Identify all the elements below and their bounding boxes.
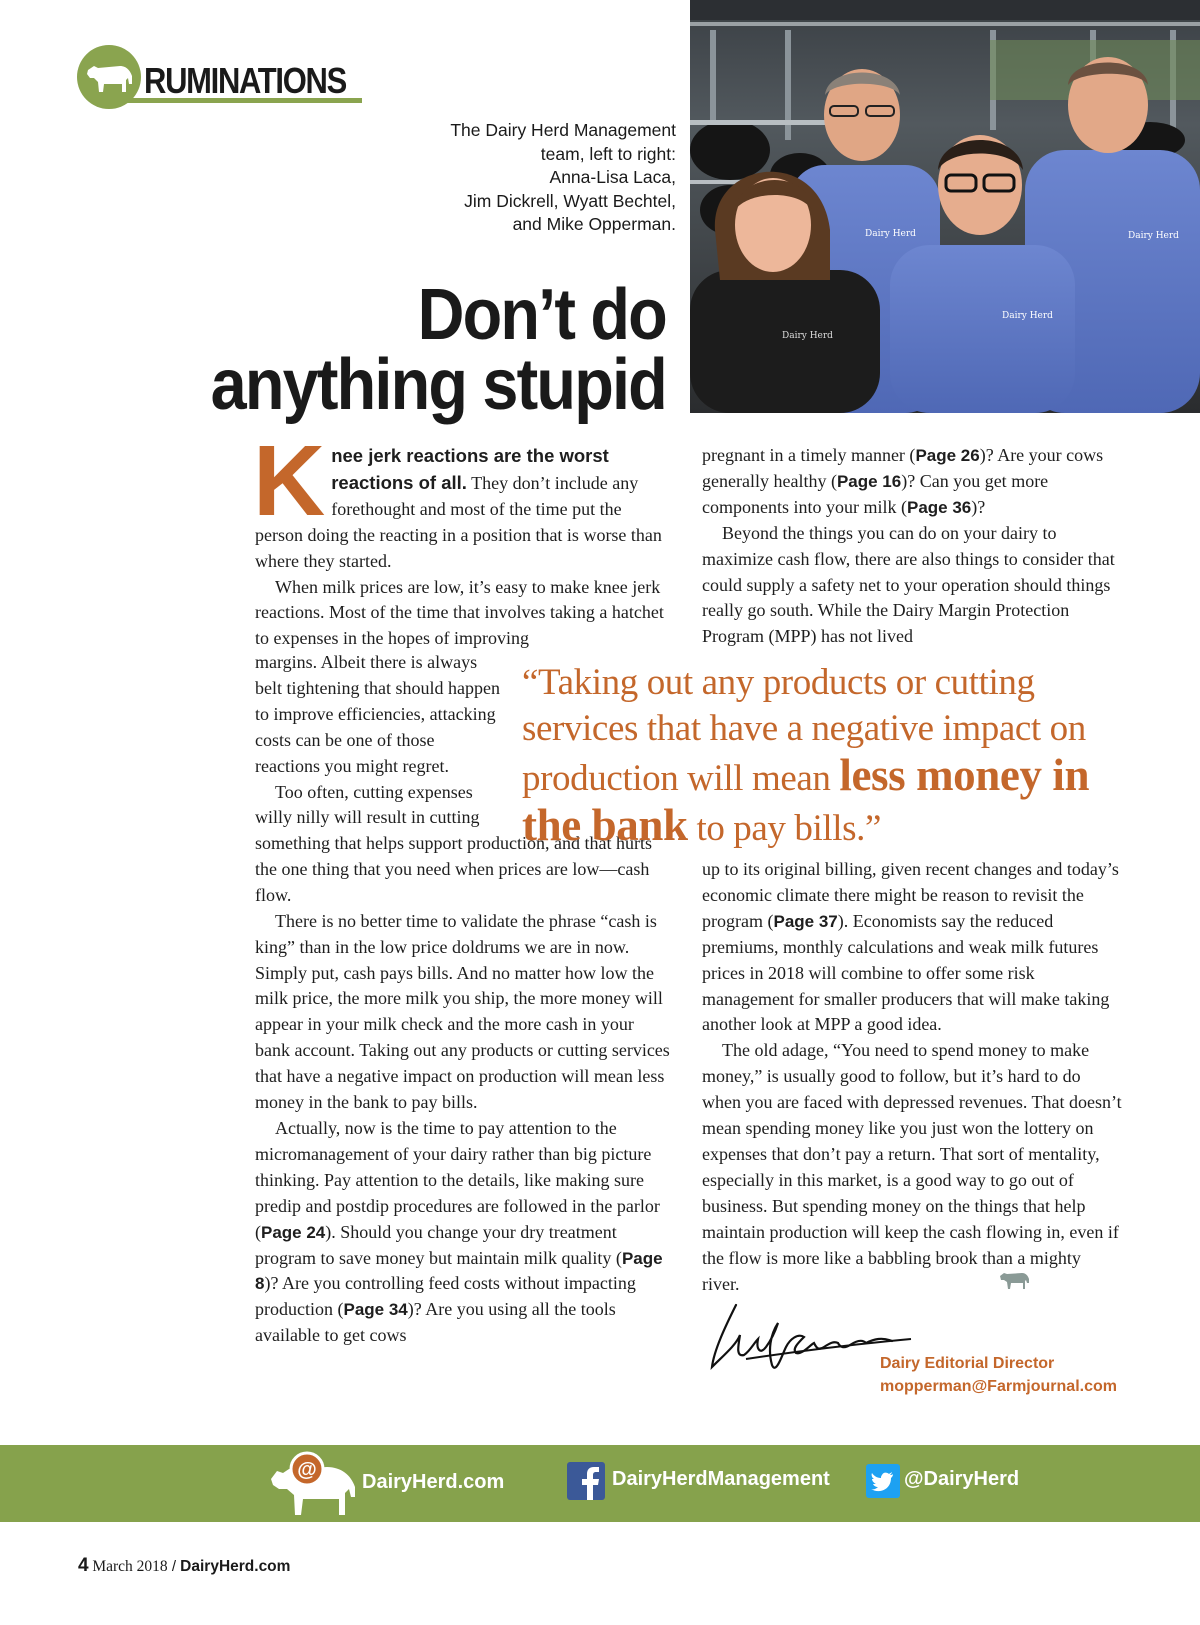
page-reference: Page 26 <box>915 446 980 465</box>
footer-site[interactable]: DairyHerd.com <box>180 1558 291 1575</box>
issue-date: March 2018 <box>92 1558 168 1575</box>
article-column-1-top <box>253 425 673 652</box>
paragraph: margins. Albeit there is always belt tightening that should happen to improve efficiencies, attacking costs can be one of those reactions you might regret. <box>255 652 500 776</box>
text-run: ). Should you change your dry treatment program to save money but maintain milk quality ( <box>255 1221 622 1268</box>
footer-separator: / <box>167 1558 181 1575</box>
paragraph: There is no better time to validate the phrase “cash is king” than in the low price doldrums we are in now. Simply put, cash pays bills. And no matter how low the milk price, the more milk you ship, the more money will appear in your milk check and the more cash in your bank account. Taking out any products or cutting services that have a negative impact on production will mean less money in the bank to pay bills. <box>255 910 670 1113</box>
text-run: )? Are your cows generally healthy ( <box>702 445 1104 491</box>
cow-end-mark-icon <box>998 1268 1030 1290</box>
page-reference: Page 16 <box>836 471 902 491</box>
lead-paragraph <box>253 425 673 575</box>
page-reference: Page 37 <box>773 911 838 931</box>
caption-line: The Dairy Herd Management <box>450 120 676 140</box>
page-reference: Page 36 <box>906 497 972 517</box>
drop-cap: K <box>253 425 326 537</box>
pull-quote-emphasis: less money in the bank <box>522 750 1090 850</box>
team-photo <box>690 0 1200 413</box>
pull-quote <box>522 660 1122 852</box>
article-column-2-top <box>702 443 1122 650</box>
team-photo-illustration <box>690 0 1200 413</box>
twitter-link[interactable]: @DairyHerd <box>904 1468 1020 1490</box>
paragraph <box>702 443 1122 521</box>
shirt-logo: Dairy Herd <box>865 229 916 239</box>
facebook-link[interactable]: DairyHerdManagement <box>612 1468 830 1490</box>
page-number: 4 <box>78 1555 89 1576</box>
paragraph: The old adage, “You need to spend money to make money,” is usually good to follow, but it’s hard to do when you are faced with depressed revenues. That doesn’t mean spending money like you just won the lottery on expenses that don’t pay a return. That sort of mentality, especially in this market, is a good way to go out of business. But spending money on the things that help maintain production will keep the cash flowing in, even if the flow is more like a babbling brook than a mighty river. <box>702 1040 1122 1294</box>
page-reference: Page 24 <box>261 1222 326 1242</box>
text-run: )? Can you get more components into your milk ( <box>702 470 1049 517</box>
paragraph <box>702 857 1122 1038</box>
caption-line: Anna-Lisa Laca, <box>549 167 676 187</box>
text-run: )? Are you controlling feed costs without impacting production ( <box>255 1273 636 1320</box>
text-run: )? Are you using all the tools available to get cows <box>255 1299 616 1346</box>
cow-at-sign-icon <box>267 1449 359 1519</box>
text-run: pregnant in a timely manner ( <box>702 445 916 465</box>
paragraph: Beyond the things you can do on your dairy to maximize cash flow, there are also things to consider that could supply a safety net to your operation should things really go south. While the Dairy Margin Protection Program (MPP) has not lived <box>702 522 1115 647</box>
shirt-logo: Dairy Herd <box>782 331 833 341</box>
article-column-2-bottom <box>702 857 1122 1297</box>
paragraph: When milk prices are low, it’s easy to make knee jerk reactions. Most of the time that involves taking a hatchet to expenses in the hopes of improving <box>255 576 664 649</box>
section-logo <box>76 44 366 114</box>
article-column-1-narrow <box>255 650 503 831</box>
page-footer <box>78 1555 290 1577</box>
paragraph <box>255 1116 673 1349</box>
pull-quote-text: to pay bills.” <box>687 808 881 849</box>
paragraph: Too often, cutting expenses willy nilly will result in cutting <box>255 781 480 828</box>
text-run: up to its original billing, given recent changes and today’s economic climate there might be reason to revisit the program ( <box>702 859 1119 931</box>
headline <box>150 275 666 425</box>
text-run: Actually, now is the time to pay attention to the micromanagement of your dairy rather than big picture thinking. Pay attention to the details, like making sure predip and postdip procedures are followed in the parlor ( <box>255 1117 660 1242</box>
page-reference: Page 34 <box>343 1300 408 1320</box>
headline-line-1: Don’t do <box>417 275 666 355</box>
text-run: ). Economists say the reduced premiums, monthly calculations and weak milk futures prices in 2018 will combine to offer some risk management for smaller producers that will make taking another look at MPP a good idea. <box>702 910 1110 1035</box>
pull-quote-text: “Taking out any products or cutting services that have a negative impact on production will mean <box>522 662 1086 799</box>
article-column-1-bottom <box>255 831 673 1349</box>
social-band <box>0 1445 1200 1522</box>
lead-text: They don’t include any forethought and most of the time put the person doing the reacting in a position that is worse than where they started. <box>255 472 662 571</box>
facebook-icon <box>567 1462 605 1500</box>
lead-bold-text: nee jerk reactions are the worst reactions of all. <box>331 445 609 493</box>
signature-email[interactable]: mopperman@Farmjournal.com <box>880 1378 1117 1395</box>
shirt-logo: Dairy Herd <box>1002 311 1053 321</box>
twitter-bird-icon <box>866 1464 900 1498</box>
paragraph: something that helps support production, and that hurts the one thing that you need when prices are low—cash flow. <box>255 833 652 905</box>
section-name: RUMINATIONS <box>144 60 346 101</box>
signature-title: Dairy Editorial Director <box>880 1355 1055 1372</box>
shirt-logo: Dairy Herd <box>1128 231 1179 241</box>
website-link[interactable]: DairyHerd.com <box>362 1471 505 1493</box>
headline-line-2: anything stupid <box>210 345 666 425</box>
page-reference: Page 8 <box>255 1248 663 1294</box>
caption-line: team, left to right: <box>540 143 676 164</box>
photo-caption <box>380 119 676 237</box>
caption-line: Jim Dickrell, Wyatt Bechtel, <box>464 190 676 211</box>
svg-text:@: @ <box>297 1459 317 1481</box>
caption-line: and Mike Opperman. <box>512 214 676 234</box>
text-run: )? <box>971 496 986 517</box>
